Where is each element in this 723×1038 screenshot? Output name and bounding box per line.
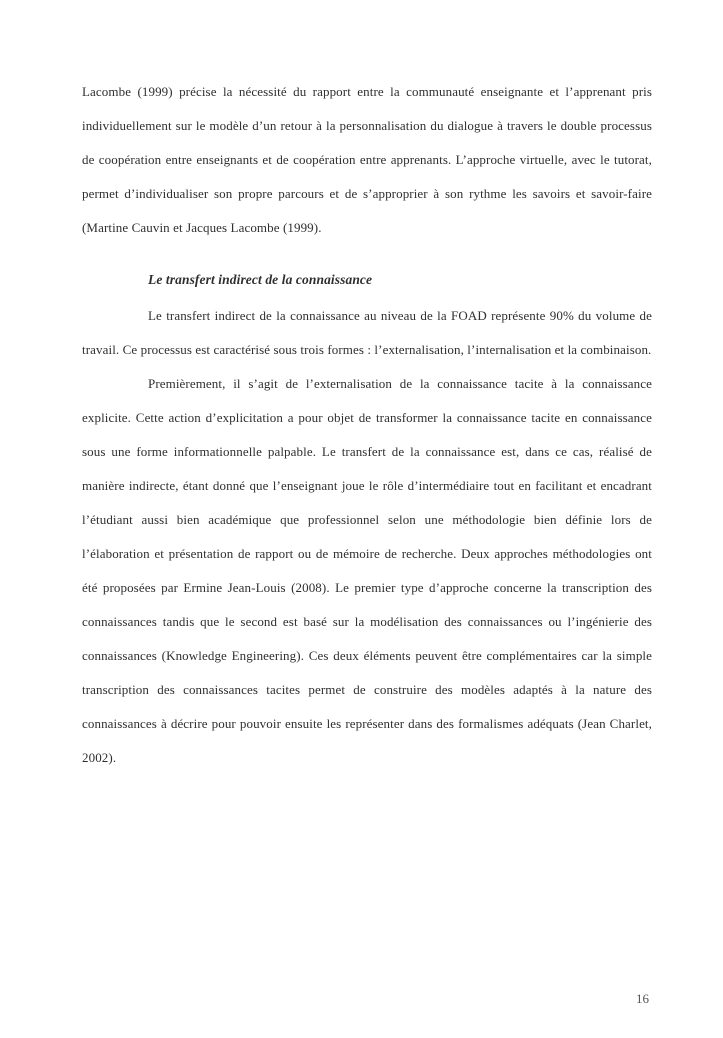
- section-heading: Le transfert indirect de la connaissance: [148, 272, 373, 287]
- paragraph-externalisation: Premièrement, il s’agit de l’externalisation de la connaissance tacite à la connaissance explicite. Cette action d’explicitation a pour objet de transformer la connaissance tacite en connaissance sous une forme informationnelle palpable. Le transfert de la connaissance est, dans ce cas, réalisé de manière indirecte, étant donné que l’enseignant joue le rôle d’intermédiaire tout en facilitant et encadrant l’étudiant aussi bien académique que professionnel selon une méthodologie bien définie lors de l’élaboration et présentation de rapport ou de mémoire de recherche. Deux approches méthodologies ont été proposées par Ermine Jean-Louis (2008). Le premier type d’approche concerne la transcription des connaissances tandis que le second est basé sur la modélisation des connaissances ou l’ingénierie des connaissances (Knowledge Engineering). Ces deux éléments peuvent être complémentaires car la simple transcription des connaissances tacites permet de construire des modèles adaptés à la nature des connaissances à décrire pour pouvoir ensuite les représenter dans des formalismes adéquats (Jean Charlet, 2002).: [82, 376, 652, 765]
- body-text: [82, 75, 652, 775]
- paragraph-lacombe: Lacombe (1999) précise la nécessité du rapport entre la communauté enseignante et l’apprenant pris individuellement sur le modèle d’un retour à la personnalisation du dialogue à travers le double processus de coopération entre enseignants et de coopération entre apprenants. L’approche virtuelle, avec le tutorat, permet d’individualiser son propre parcours et de s’approprier à son rythme les savoirs et savoir-faire (Martine Cauvin et Jacques Lacombe (1999).: [82, 84, 652, 235]
- page-number: 16: [636, 991, 649, 1006]
- paragraph-transfert-indirect: Le transfert indirect de la connaissance au niveau de la FOAD représente 90% du volume de travail. Ce processus est caractérisé sous trois formes : l’externalisation, l’internalisation et la combinaison.: [82, 308, 652, 357]
